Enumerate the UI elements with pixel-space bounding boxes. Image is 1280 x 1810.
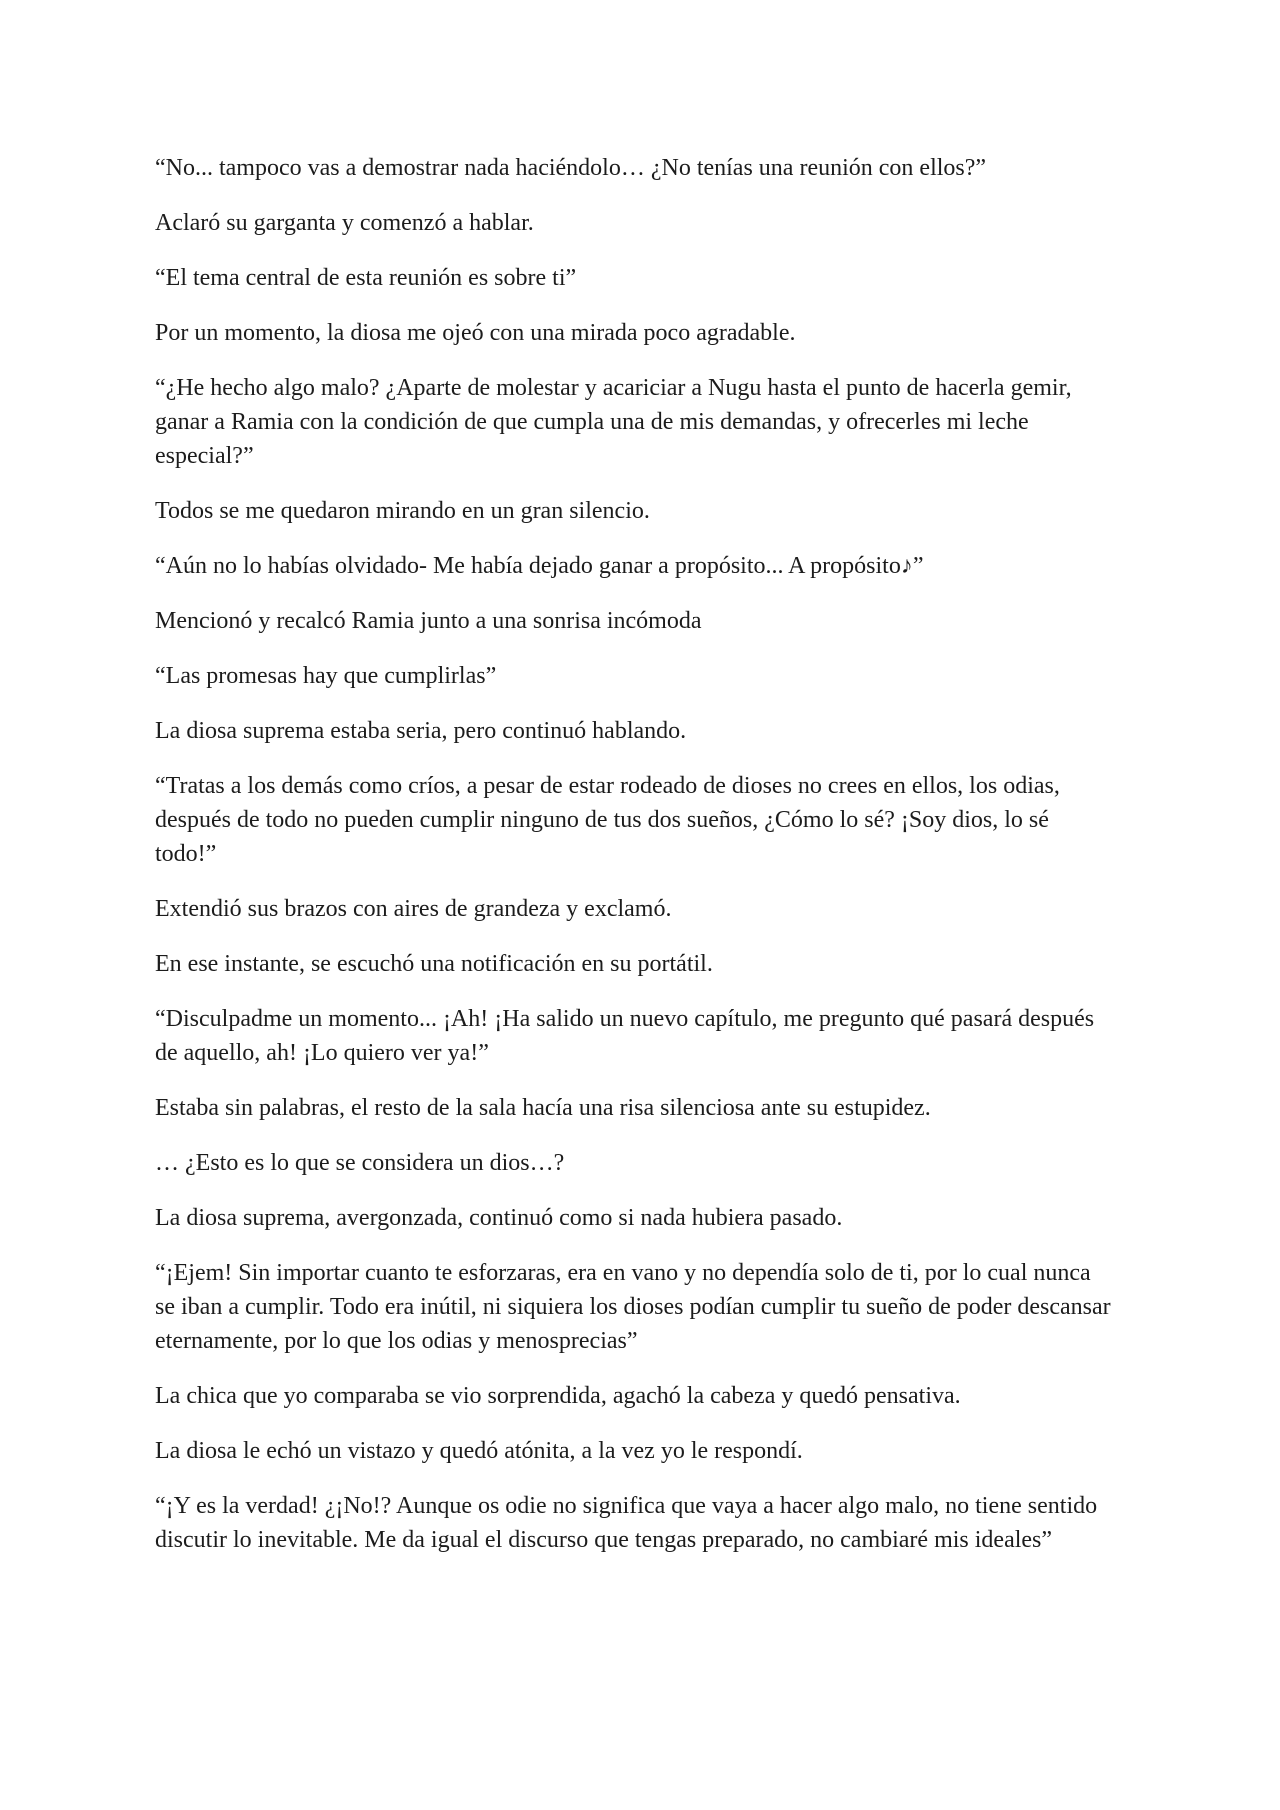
paragraph: “Las promesas hay que cumplirlas”	[155, 663, 497, 689]
paragraph: En ese instante, se escuchó una notificación en su portátil.	[155, 951, 713, 977]
paragraph: La diosa suprema estaba seria, pero continuó hablando.	[155, 718, 687, 744]
paragraph: Extendió sus brazos con aires de grandeza y exclamó.	[155, 896, 672, 922]
paragraph: … ¿Esto es lo que se considera un dios…?	[155, 1150, 565, 1176]
paragraph: Mencionó y recalcó Ramia junto a una sonrisa incómoda	[155, 608, 702, 634]
paragraph: Aclaró su garganta y comenzó a hablar.	[155, 210, 534, 236]
paragraph: Estaba sin palabras, el resto de la sala hacía una risa silenciosa ante su estupidez.	[155, 1095, 931, 1121]
paragraph: “Tratas a los demás como críos, a pesar de estar rodeado de dioses no crees en ellos, los odias, después de todo no pueden cumplir ninguno de tus dos sueños, ¿Cómo lo sé? ¡Soy dios, lo sé todo!”	[155, 773, 1060, 867]
document-body	[155, 151, 1115, 1578]
paragraph: “El tema central de esta reunión es sobre ti”	[155, 265, 577, 291]
paragraph: La diosa suprema, avergonzada, continuó como si nada hubiera pasado.	[155, 1205, 843, 1231]
paragraph: “¡Ejem! Sin importar cuanto te esforzaras, era en vano y no dependía solo de ti, por lo cual nunca se iban a cumplir. Todo era inútil, ni siquiera los dioses podían cumplir tu sueño de poder descansar eternamente, por lo que los odias y menosprecias”	[155, 1260, 1111, 1354]
paragraph: Por un momento, la diosa me ojeó con una mirada poco agradable.	[155, 320, 796, 346]
paragraph: Todos se me quedaron mirando en un gran silencio.	[155, 498, 650, 524]
paragraph: “Disculpadme un momento... ¡Ah! ¡Ha salido un nuevo capítulo, me pregunto qué pasará después de aquello, ah! ¡Lo quiero ver ya!”	[155, 1006, 1095, 1066]
paragraph: “¡Y es la verdad! ¿¡No!? Aunque os odie no significa que vaya a hacer algo malo, no tiene sentido discutir lo inevitable. Me da igual el discurso que tengas preparado, no cambiaré mis ideales”	[155, 1493, 1098, 1553]
paragraph: “¿He hecho algo malo? ¿Aparte de molestar y acariciar a Nugu hasta el punto de hacerla gemir, ganar a Ramia con la condición de que cumpla una de mis demandas, y ofrecerles mi leche especial?”	[155, 375, 1072, 469]
paragraph: La diosa le echó un vistazo y quedó atónita, a la vez yo le respondí.	[155, 1438, 803, 1464]
paragraph: La chica que yo comparaba se vio sorprendida, agachó la cabeza y quedó pensativa.	[155, 1383, 961, 1409]
paragraph: “No... tampoco vas a demostrar nada haciéndolo… ¿No tenías una reunión con ellos?”	[155, 155, 987, 181]
paragraph: “Aún no lo habías olvidado- Me había dejado ganar a propósito... A propósito♪”	[155, 553, 924, 579]
